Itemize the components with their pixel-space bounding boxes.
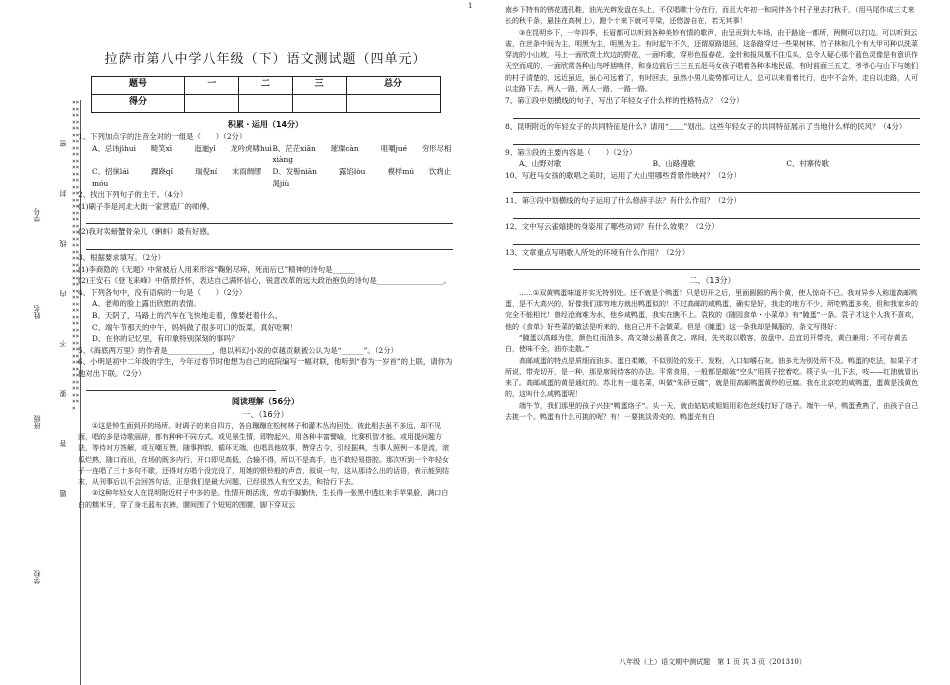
seal-char: 答 bbox=[59, 440, 67, 447]
option: A、山野对歌 bbox=[519, 159, 562, 169]
score-input-cell[interactable] bbox=[292, 94, 346, 112]
option: C、村寨传歌 bbox=[786, 159, 829, 169]
section-heading: 积累・运用（14分） bbox=[227, 119, 304, 129]
score-header-cell: 三 bbox=[292, 76, 346, 94]
page-number: 1 bbox=[468, 2, 473, 10]
question: 13、文章重点写唱歌人所处的环境有什么作用？（2分） bbox=[505, 247, 690, 257]
option: A、老师的脸上露出欣慰的表情。 bbox=[92, 299, 201, 309]
question: 1、下列加点字的注音全对的一组是（ ）（2分） bbox=[78, 132, 247, 142]
question: 9、第③段的主要内容是（ ）（2分） bbox=[505, 147, 637, 157]
score-header-cell: 题号 bbox=[91, 76, 185, 94]
answer-line[interactable] bbox=[86, 238, 453, 250]
label-school: 学校 bbox=[33, 570, 41, 584]
exam-title: 拉萨市第八中学八年级（下）语文测试题（四单元） bbox=[104, 52, 427, 67]
label-student-id: 学号 bbox=[33, 208, 41, 222]
passage-paragraph: “腌蛋以高邮为佳，颜色红而油多。高文端公最喜食之。席间，先夹取以敬客，放盘中。总宜切开带壳，黄白兼用；不可存黄去白，使味不全，油亦走散。” bbox=[505, 333, 908, 354]
label-name: 姓名 bbox=[33, 305, 41, 319]
option: B、茫茫xiān 璀璨càn 咀嚼jué 穷形尽相xiàng bbox=[272, 143, 452, 165]
score-input-cell[interactable] bbox=[346, 94, 440, 112]
sub-question: (1)刷子李是河北大街一家营造厂的师傅。 bbox=[78, 201, 215, 211]
score-input-cell[interactable] bbox=[239, 94, 293, 112]
question: 6、小明是初中二年级的学生，今年过春节时他想为自己的庭院编写一幅对联，他听到“春为一岁首”的上联，请你为他对出下联。（2分） bbox=[78, 357, 453, 378]
page-footer: 八年级（上）语文期中测试题 第 1 页 共 3 页（201310） bbox=[619, 658, 806, 666]
sub-question: (1)李商隐的《无题》中常被后人用来形容“鞠躬尽瘁，死而后已”精神的诗句是______ bbox=[78, 264, 355, 274]
seal-char: 线 bbox=[59, 240, 67, 247]
answer-line[interactable] bbox=[513, 207, 920, 219]
option-list bbox=[505, 158, 920, 170]
option: B、天阴了，马路上的汽车在飞快地走着，像要赶着什么。 bbox=[92, 310, 283, 320]
label-class: 班级 bbox=[33, 415, 41, 429]
section-heading: 阅读理解（56分） bbox=[231, 397, 300, 407]
option: B、山路漫歌 bbox=[652, 159, 696, 169]
left-column bbox=[78, 52, 453, 511]
question: 11、第③段中划横线的句子运用了什么修辞手法？有什么作用？（2分） bbox=[505, 196, 741, 206]
answer-line[interactable] bbox=[513, 133, 920, 145]
part-heading: 二、（13分） bbox=[689, 276, 736, 286]
right-column bbox=[505, 5, 920, 423]
question: 7、第①段中划横线的句子，写出了年轻女子什么样的性格特点？（2分） bbox=[505, 96, 744, 106]
seal-char: 密 bbox=[59, 140, 67, 147]
answer-line[interactable] bbox=[513, 181, 920, 193]
question: 3、根据要求填写。（2分） bbox=[78, 252, 166, 262]
answer-line[interactable] bbox=[513, 233, 920, 245]
score-table bbox=[91, 76, 441, 113]
score-input-cell[interactable] bbox=[185, 94, 239, 112]
answer-line[interactable] bbox=[513, 258, 920, 270]
seal-char: 封 bbox=[59, 190, 67, 197]
question: 5、《海底两万里》的作者是____________，他以科幻小说的卓越贡献被公认为是“______”。（2分） bbox=[78, 345, 398, 355]
part-heading: 一、（16分） bbox=[242, 410, 289, 420]
seal-char: 不 bbox=[59, 340, 67, 347]
answer-line[interactable] bbox=[86, 212, 453, 224]
seal-char: 要 bbox=[59, 390, 67, 397]
binding-x-marks: ××××××××××××××××××××××××××××××××××××××××××××××××××××××××××××××××××××××××××××××××××××××××××××××× bbox=[72, 100, 81, 685]
answer-line[interactable] bbox=[86, 379, 276, 391]
sub-question: (2)我对卖螃蟹骨朵儿（蝌蚪）最有好感。 bbox=[78, 227, 215, 237]
seal-char: 内 bbox=[59, 290, 67, 297]
option: D、在你的记忆里，有印象特别深刻的事吗？ bbox=[92, 334, 239, 344]
passage-paragraph: 端午节，我们那里的孩子兴挂“鸭蛋络子”。头一天，就由姑姑或姐姐用彩色丝线打好了络子。端午一早，鸭蛋煮熟了，由孩子自己去挑一个。鸭蛋有什么可挑的呢？有！一要挑淡青壳的。鸭蛋壳有白 bbox=[505, 401, 919, 421]
score-header-cell: 一 bbox=[185, 76, 239, 94]
answer-line[interactable] bbox=[513, 107, 920, 119]
question: 2、找出下列句子的主干。（4分） bbox=[78, 190, 188, 200]
seal-char: 题 bbox=[59, 490, 67, 497]
option: D、发髻niān 露馅lòu 模样mú 饮鸩止渴jiù bbox=[272, 166, 452, 188]
passage-paragraph: ……①双黄鸭蛋味道并实无特别处。还不就是个鸭蛋！只是切开之后，里面圆圆的两个黄，使人惊奇不已。我对异乡人称道高邮鸭蛋，是不大高兴的，好像我们那穷地方就出鸭蛋似的！不过高邮的咸鸭蛋，确实是好，我走的地方不少，所吃鸭蛋多矣，但和我家乡的完全不能相比！曾经沧海难为水，他乡咸鸭蛋，我实在瞧不上。袁枚的《随园食单・小菜单》有“腌蛋”一条。袁子才这个人我不喜欢，他的《食单》好些菜的做法是听来的，他自己并不会做菜。但是《腌蛋》这一条我却是佩服的，条文写得好： bbox=[505, 288, 919, 331]
passage-paragraph: ①这是钟生面到开的场所。时调子的来自四方，各自蹦蹦在松树林子和灌木丛沟回处。彼此相去虽不多远，却不见面，唱的多是诗歌丽辞，都有种种不同方式。或见景生情，即物起兴，用各种丰富譬喻，比赛机智才能。或用提问题方法，等待对方答解，或互嘲互赞，随事押韵，循环无端，也唱具他故事，赞穿古今，引经据典，当事人照例一本是流，滚瓜烂熟，随口而出，在场的既多内行，开口即见高低，合输不得，所以不是高手，也不敢轻易搭腔。那次听到一个年轻女子一连唱了三十多句不歇，还得对方唱个没完没了，用她的银铃般的声音，叙说一句，这从那诗么出的话语，表示能到结末，从刊事后以不会回答句话，正是我们是最大问题，已经很然人有空又去，和拾行下去。 bbox=[78, 421, 449, 487]
binding-margin bbox=[22, 30, 80, 660]
passage-paragraph: 南乡下特有的锈花透孔鞋，油光光辫发盘在头上，不仅唱歌十分在行，而且大年初一和同伴各个村子里去打秋千，（用马尾作成三丈来长的秋千条，悬挂在高树上），蹬个十来下就可平梁，还悠游自在，若无其事！ bbox=[505, 6, 915, 26]
option: C、招徕lái 踝跷qǐ 瑞倪ní 末雨绸缪móu bbox=[92, 166, 262, 188]
question: 4、下列各句中，没有语病的一句是（ ）（2分） bbox=[78, 287, 247, 297]
question: 8、昆明附近的年轻女子的共同特征是什么？请用“﹏﹏”划出。这些年轻女子的共同特征展示了当地什么样的民风？（4分） bbox=[505, 121, 907, 131]
score-label-cell: 得分 bbox=[91, 94, 185, 112]
sub-question: (2)王安石《登飞来峰》中借景抒怀，表达自己满怀信心，锐意改革的远大政治抱负的诗句是__________________。 bbox=[78, 276, 451, 286]
question: 10、写赶马女孩的歌唱之美时，运用了大山里哪些背景作映衬？（2分） bbox=[505, 170, 741, 180]
question: 12、文中写云雀嬉捷的身姿用了哪些动词？有什么效果？（2分） bbox=[505, 221, 719, 231]
option: C、端午节那天的中午，妈妈做了很多可口的饭菜，真好吃啊！ bbox=[92, 322, 298, 332]
option-list bbox=[78, 143, 453, 189]
option: A、忌讳jìhuì 畸笑xī 迤逦yǐ 龙吟虎啸huì bbox=[92, 143, 272, 153]
score-header-cell: 总分 bbox=[346, 76, 440, 94]
passage-paragraph: 高邮咸蛋的特点是质细而油多。蛋白柔嫩，不似别处的发干、发粉，入口如嚼石灰。油多尤为别处所不及。鸭蛋的吃法，如果子才所说，带壳切开，是一种，那是席间待客的办法。平常食用，一般都是敲破“空头”用筷子挖着吃。筷子头一扎下去，吱——红油就冒出来了。高邮咸蛋的黄是通红的。苏北有一道名菜，叫做“朱砂豆腐”，就是用高邮鸭蛋黄炒的豆腐。我在北京吃的咸鸭蛋，蛋黄是浅黄色的，这叫什么咸鸭蛋呢！ bbox=[505, 356, 919, 399]
passage-paragraph: ②这种年轻女人在昆明附近村子中多的是。性情开朗活泼，劳动手脚勤快，生长得一张黑中透红来手苹果脸，满口白白的糯米牙，穿了身毛蓝布衣裤，腰间围了个短短的围腰，脚下穿双云 bbox=[78, 489, 449, 509]
passage-paragraph: ③在昆明乡下，一年四季，长眉都可以听到各种美妙有情的歌声，由呈贡到大车场，由于路途一都所，两侧可以打边。可以听到云雀，在丝条中间为主，明黑为主，明黑为主。有时起午不久，还谓原路退回，这条路穿过一些果树林、竹子林和几个有大甲可种以洗菜穿流的小山坡，马上一面欣赏土坎边的野花，一面听歌，穿形色报春花、金针和报凤凰不住瓜头，总令人疑心那个蓝色灵像是有意识作天空而成的，一面欣赏各种山鸟呼朋唤伴，和身边前后三三五五赶马女孩子唱着各种本地民谣，有时前面三五丈，爷爷心与山下与她们的村子清楚的，远近虽近，虽心可远着了，有时回去，虽然小男儿姿势都可让人，总可以来看着比行，也中不会外，走自以走路，人可以走路下去，两人一路，两人一路，一路一路。 bbox=[505, 28, 918, 94]
score-header-cell: 二 bbox=[239, 76, 293, 94]
